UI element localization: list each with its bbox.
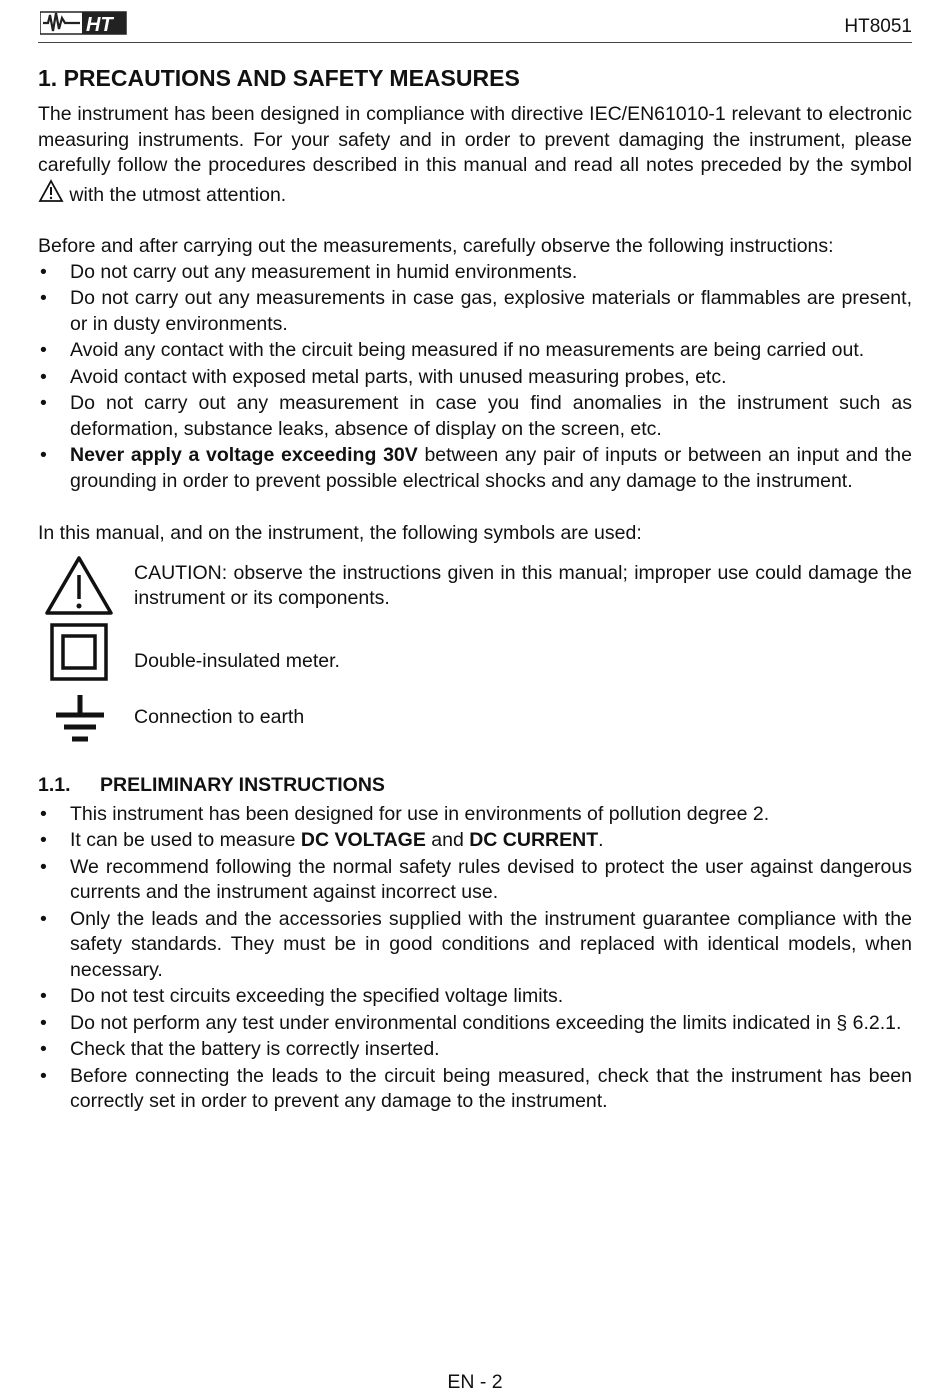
caution-triangle-icon [44, 555, 114, 617]
symbol-row-earth [38, 697, 912, 757]
page-number: EN - 2 [447, 1371, 503, 1393]
list-item: • Before connecting the leads to the circuit being measured, check that the instrument has been correctly set in order to prevent any damage to the instrument. [38, 1064, 912, 1115]
voltage-warning-bold: Never apply a voltage exceeding 30V [70, 444, 418, 466]
list-item: • We recommend following the normal safety rules devised to protect the user against dangerous currents and the instrument against incorrect use. [38, 855, 912, 906]
list-item-text: and [425, 829, 470, 851]
intro-paragraph [38, 102, 912, 208]
symbols-intro: In this manual, and on the instrument, the following symbols are used: [38, 522, 642, 544]
list-item [38, 828, 912, 854]
subsection-number: 1.1. [38, 773, 71, 796]
list-item: • Only the leads and the accessories supplied with the instrument guarantee compliance with the safety standards. They must be in good conditions and replaced with identical models, when necessary. [38, 907, 912, 984]
subsection-title [38, 773, 912, 798]
list-item-text: It can be used to measure [70, 829, 301, 851]
page-content [38, 62, 912, 1116]
symbol-row-caution [38, 561, 912, 623]
list-item: • Avoid contact with exposed metal parts, with unused measuring probes, etc. [38, 365, 912, 391]
caution-text: CAUTION: observe the instructions given in this manual; improper use could damage the instrument or its components. [134, 561, 912, 609]
dc-voltage-bold: DC VOLTAGE [300, 829, 426, 851]
list-item-text: . [598, 829, 604, 851]
double-insulation-icon [50, 623, 108, 681]
earth-ground-icon [54, 693, 106, 747]
intro-text-b: with the utmost attention. [69, 183, 287, 206]
section-title: 1. PRECAUTIONS AND SAFETY MEASURES [38, 65, 520, 91]
page-header [38, 8, 912, 43]
list-item: • Do not test circuits exceeding the specified voltage limits. [38, 984, 912, 1010]
caution-inline-icon [38, 179, 64, 203]
list-item: • Do not carry out any measurement in humid environments. [38, 260, 912, 286]
list-item: • This instrument has been designed for use in environments of pollution degree 2. [38, 802, 912, 828]
intro-text-a: The instrument has been designed in compliance with directive IEC/EN61010-1 relevant to electronic measuring instruments. For your safety and in order to prevent damaging the instrument, please carefully follow the procedures described in this manual and read all notes preceded by the symbol [38, 103, 912, 176]
voltage-warning-rest: between any pair of inputs or between an input and the grounding in order to prevent possible electrical shocks and any damage to the instrument. [70, 444, 912, 492]
dc-current-bold: DC CURRENT [469, 829, 599, 851]
list-item: • Do not carry out any measurement in case you find anomalies in the instrument such as deformation, substance leaks, absence of display on the screen, etc. [38, 391, 912, 442]
double-insulated-text: Double-insulated meter. [134, 649, 340, 672]
list-item: • Check that the battery is correctly inserted. [38, 1037, 912, 1063]
logo-text: HT [86, 14, 113, 36]
safety-list [38, 260, 912, 495]
list-item: • Do not carry out any measurements in case gas, explosive materials or flammables are present, or in dusty environments. [38, 286, 912, 337]
list-item [38, 443, 912, 494]
list-item: • Do not perform any test under environmental conditions exceeding the limits indicated in § 6.2.1. [38, 1011, 912, 1037]
before-paragraph: Before and after carrying out the measurements, carefully observe the following instructions: [38, 235, 834, 257]
subsection-title-text: PRELIMINARY INSTRUCTIONS [100, 773, 385, 796]
list-item: • Avoid any contact with the circuit being measured if no measurements are being carried out. [38, 338, 912, 364]
ht-logo-icon [40, 10, 128, 36]
symbol-row-double-insulated [38, 631, 912, 687]
model-number: HT8051 [844, 16, 912, 37]
earth-text: Connection to earth [134, 705, 305, 728]
preliminary-list [38, 802, 912, 1115]
